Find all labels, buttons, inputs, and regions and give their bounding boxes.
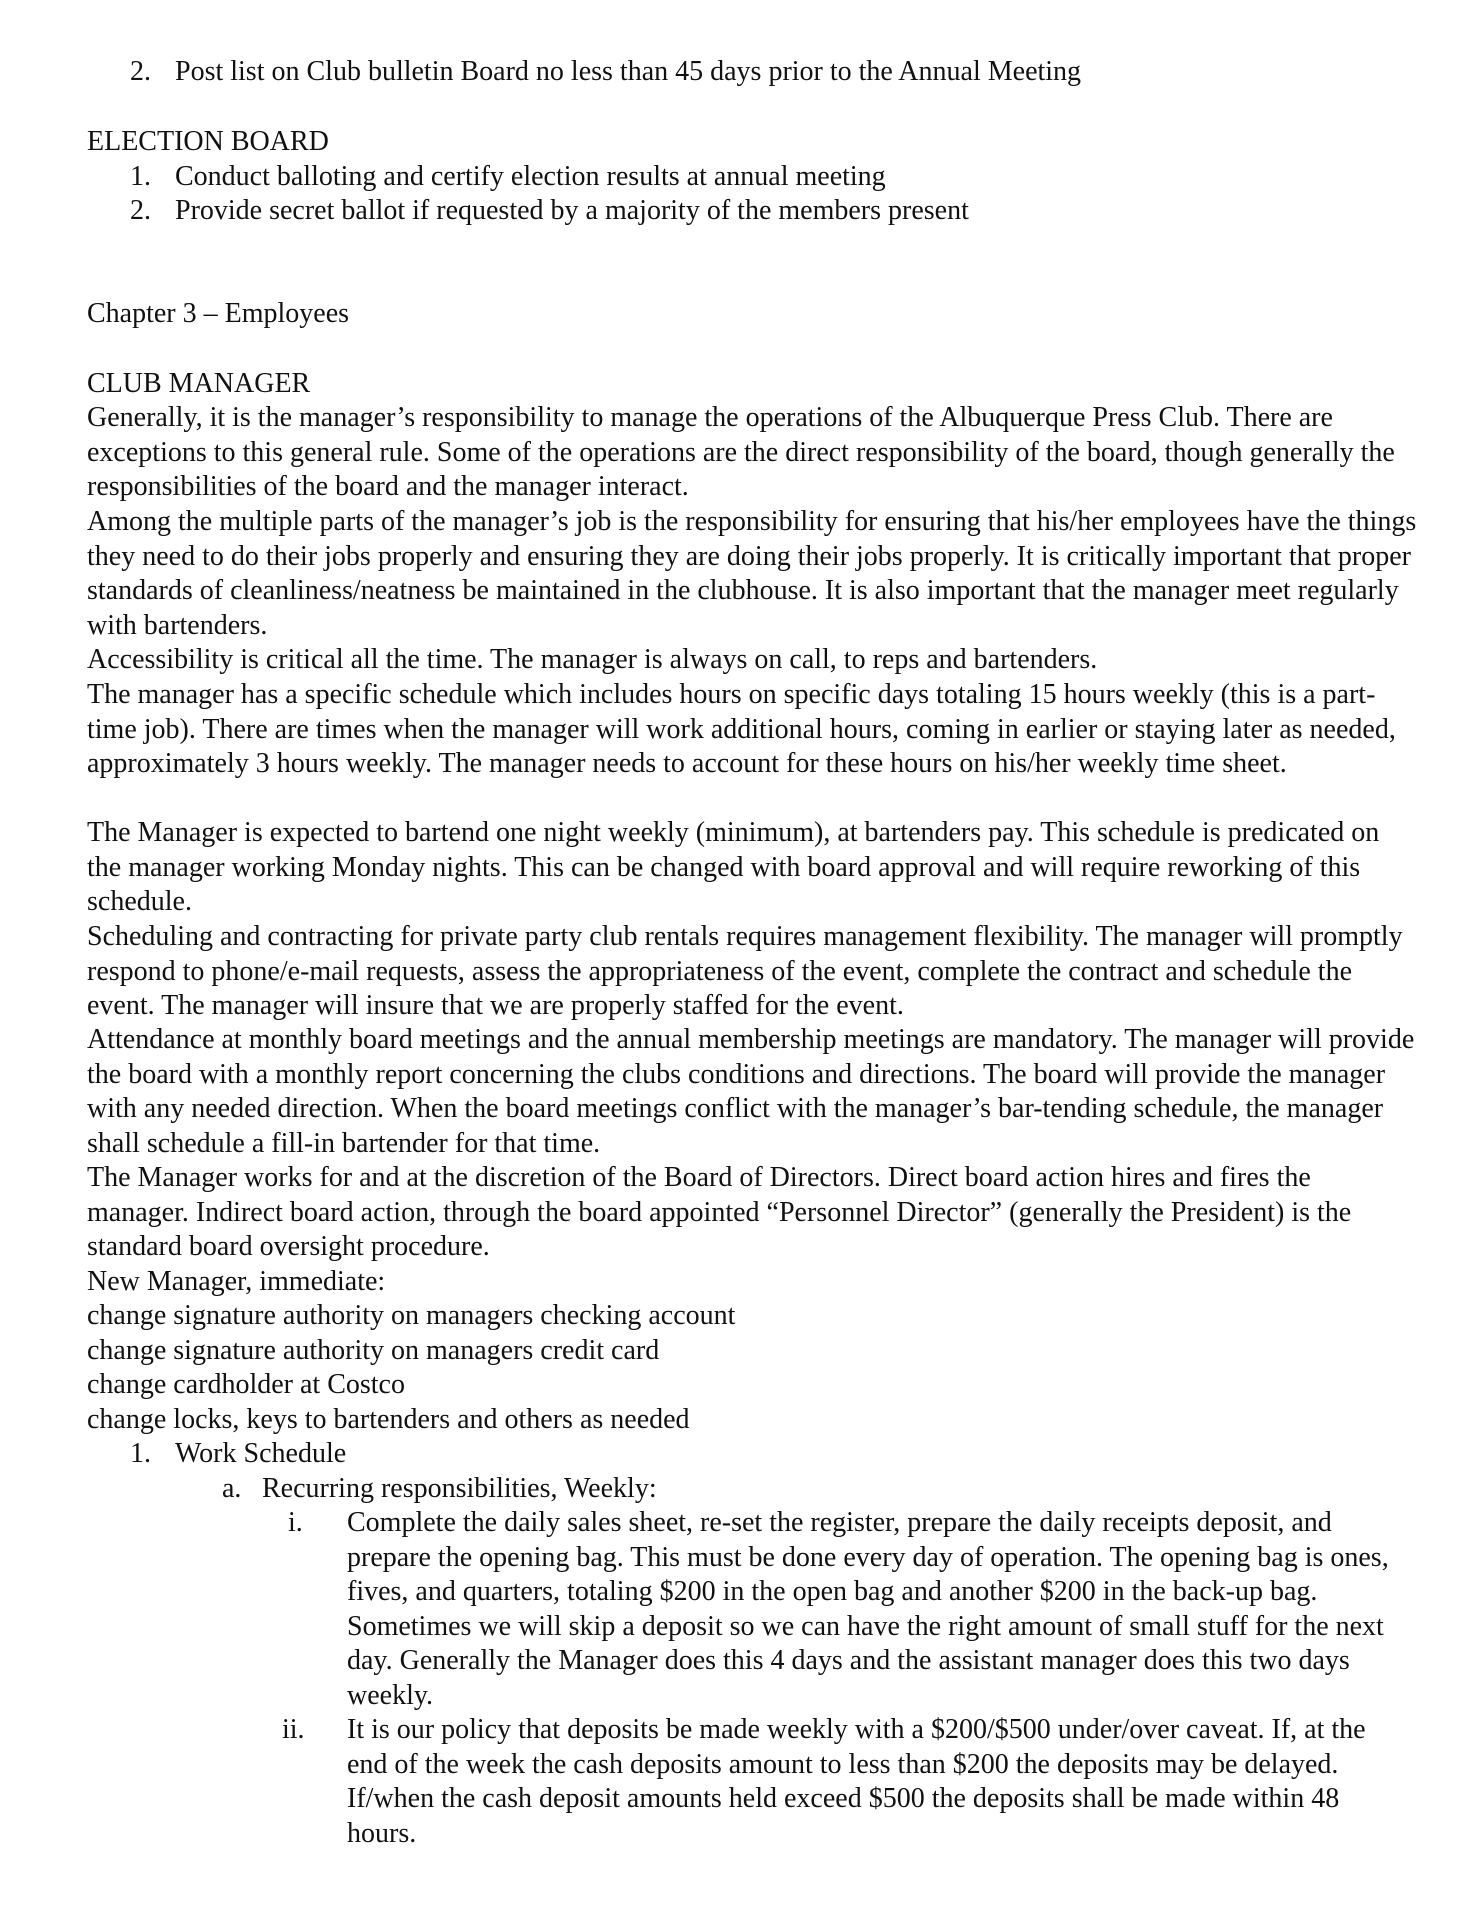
- election-board-heading: ELECTION BOARD: [87, 126, 329, 157]
- paragraph: Among the multiple parts of the manager’s job is the responsibility for ensuring that his/her employees have the things they need to do their jobs properly and ensuring they are doing their jobs properly. It is critically important that proper standards of cleanliness/neatness be maintained in the clubhouse. It is also important that the manager meet regularly with bartenders.: [87, 506, 1417, 641]
- recurring-responsibilities-label: Recurring responsibilities, Weekly:: [262, 1473, 657, 1504]
- list-item-text: Post list on Club bulletin Board no less than 45 days prior to the Annual Meeting: [175, 56, 1082, 87]
- chapter-title: Chapter 3 – Employees: [87, 298, 350, 329]
- list-number: 2.: [130, 195, 151, 226]
- responsibility-item: Complete the daily sales sheet, re-set the register, prepare the daily receipts deposit, and prepare the opening bag. This must be done every day of operation. The opening bag is ones, fives, and quarters, totaling $200 in the open bag and another $200 in the back-up bag. Sometimes we will skip a deposit so we can have the right amount of small stuff for the next day. Generally the Manager does this 4 days and the assistant manager does this two days weekly.: [347, 1507, 1389, 1711]
- new-manager-item: change locks, keys to bartenders and others as needed: [87, 1404, 690, 1435]
- new-manager-item: change cardholder at Costco: [87, 1369, 405, 1400]
- paragraph: Generally, it is the manager’s responsibility to manage the operations of the Albuquerque Press Club. There are exceptions to this general rule. Some of the operations are the direct responsibility of the board, though generally the responsibilities of the board and the manager interact.: [87, 402, 1395, 502]
- list-number: 1.: [130, 161, 151, 192]
- responsibility-item: It is our policy that deposits be made weekly with a $200/$500 under/over caveat. If, at the end of the week the cash deposits amount to less than $200 the deposits may be delayed. If/when the cash deposit amounts held exceed $500 the deposits shall be made within 48 hours.: [347, 1714, 1366, 1849]
- new-manager-item: change signature authority on managers credit card: [87, 1335, 660, 1366]
- new-manager-heading: New Manager, immediate:: [87, 1266, 386, 1297]
- paragraph: The manager has a specific schedule which includes hours on specific days totaling 15 hours weekly (this is a part-time job). There are times when the manager will work additional hours, coming in earlier or staying later as needed, approximately 3 hours weekly. The manager needs to account for these hours on his/her weekly time sheet.: [87, 679, 1396, 779]
- list-item-text: Provide secret ballot if requested by a majority of the members present: [175, 195, 969, 226]
- new-manager-item: change signature authority on managers checking account: [87, 1300, 736, 1331]
- roman-numeral: i.: [288, 1507, 303, 1538]
- paragraph: Scheduling and contracting for private party club rentals requires management flexibility. The manager will promptly respond to phone/e-mail requests, assess the appropriateness of the event, complete the contract and schedule the event. The manager will insure that we are properly staffed for the event.: [87, 921, 1403, 1021]
- paragraph: The Manager is expected to bartend one night weekly (minimum), at bartenders pay. This schedule is predicated on the manager working Monday nights. This can be changed with board approval and will require reworking of this schedule.: [87, 817, 1380, 917]
- roman-numeral: ii.: [282, 1714, 305, 1745]
- work-schedule-label: Work Schedule: [175, 1438, 347, 1469]
- paragraph: The Manager works for and at the discretion of the Board of Directors. Direct board action hires and fires the manager. Indirect board action, through the board appointed “Personnel Director” (generally the President) is the standard board oversight procedure.: [87, 1162, 1352, 1262]
- paragraph: Accessibility is critical all the time. The manager is always on call, to reps and bartenders.: [87, 644, 1098, 675]
- list-number: 1.: [130, 1438, 151, 1469]
- paragraph: Attendance at monthly board meetings and the annual membership meetings are mandatory. The manager will provide the board with a monthly report concerning the clubs conditions and directions. The board will provide the manager with any needed direction. When the board meetings conflict with the manager’s bar-tending schedule, the manager shall schedule a fill-in bartender for that time.: [87, 1024, 1415, 1159]
- sublist-letter: a.: [222, 1473, 242, 1504]
- list-number: 2.: [130, 56, 151, 87]
- club-manager-heading: CLUB MANAGER: [87, 368, 311, 399]
- list-item-text: Conduct balloting and certify election results at annual meeting: [175, 161, 886, 192]
